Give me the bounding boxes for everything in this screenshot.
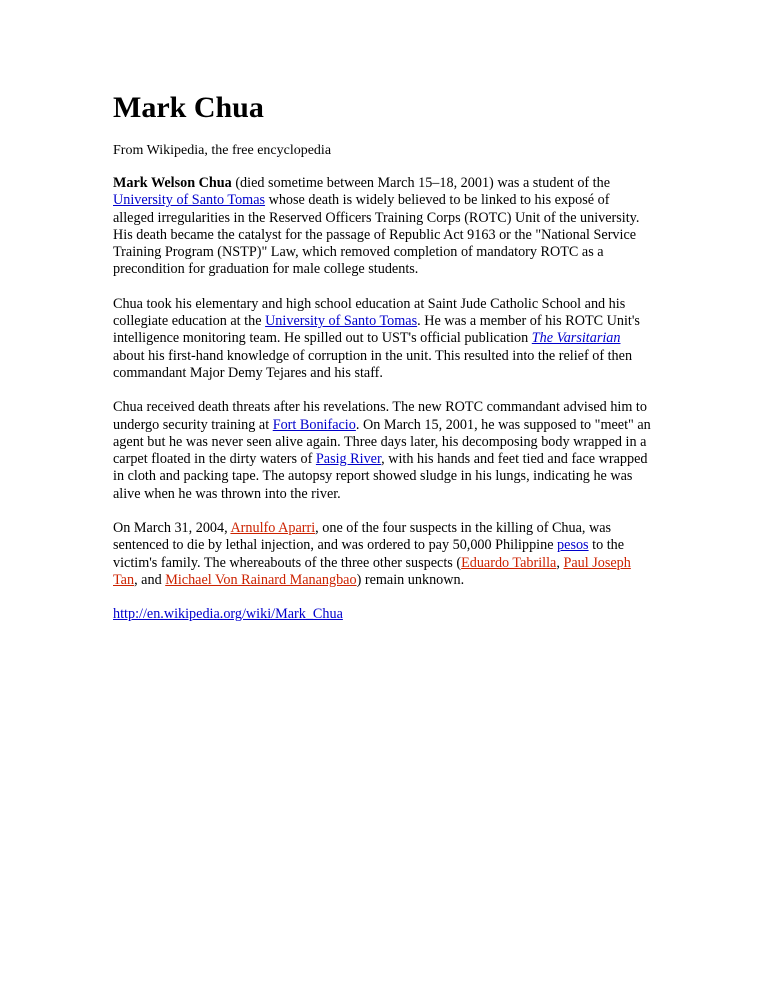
text-span: , xyxy=(556,554,564,571)
text-span: ) remain unknown. xyxy=(356,571,465,588)
link-university-of-santo-tomas[interactable]: University of Santo Tomas xyxy=(265,313,418,330)
text-span: whose death is widely believed to be linked to his exposé of alleged irregularities in the Reserved Officers Training Corps (ROTC) Unit of the university. His death became the catalyst for the passage of Republic Act 9163 or the "National Service Training Program (NSTP)" Law, which removed completion of mandatory ROTC as a precondition for graduation for male college students. xyxy=(113,192,640,278)
paragraph-death xyxy=(113,399,653,503)
bold-name: Mark Welson Chua xyxy=(113,175,232,191)
document-page xyxy=(113,90,653,623)
paragraph-education xyxy=(113,296,653,382)
link-university-of-santo-tomas[interactable]: University of Santo Tomas xyxy=(113,192,266,209)
link-michael-von-rainard-manangbao[interactable]: Michael Von Rainard Manangbao xyxy=(165,571,357,588)
paragraph-suspects xyxy=(113,520,653,589)
text-span: about his first-hand knowledge of corruption in the unit. This resulted into the relief of then commandant Major Demy Tejares and his staff. xyxy=(113,347,633,381)
text-span: Chua took his elementary and high school education at Saint Jude Catholic School and his collegiate education at the xyxy=(113,295,626,330)
source-url-link[interactable]: http://en.wikipedia.org/wiki/Mark_Chua xyxy=(113,606,343,623)
link-fort-bonifacio[interactable]: Fort Bonifacio xyxy=(272,416,356,433)
text-span: (died sometime between March 15–18, 2001) was a student of the xyxy=(231,175,611,191)
link-pesos[interactable]: pesos xyxy=(557,537,589,554)
page-subtitle: From Wikipedia, the free encyclopedia xyxy=(113,143,332,158)
text-span: . On March 15, 2001, he was supposed to "meet" an agent but he was never seen alive again. Three days later, his decomposing body wrapped in a carpet floated in the dirty waters of xyxy=(113,416,651,468)
text-span: , one of the four suspects in the killing of Chua, was sentenced to die by lethal injection, and was ordered to pay 50,000 Philippine xyxy=(113,520,612,554)
text-span: . He was a member of his ROTC Unit's intelligence monitoring team. He spilled out to UST's official publication xyxy=(113,313,640,347)
page-title: Mark Chua xyxy=(113,91,264,124)
link-eduardo-tabrilla[interactable]: Eduardo Tabrilla xyxy=(461,554,557,571)
text-span: Chua received death threats after his revelations. The new ROTC commandant advised him to undergo security training at xyxy=(113,399,647,433)
text-span: to the victim's family. The whereabouts of the three other suspects ( xyxy=(113,537,625,571)
link-pasig-river[interactable]: Pasig River xyxy=(315,451,382,468)
link-the-varsitarian[interactable]: The Varsitarian xyxy=(531,330,621,347)
text-span: , with his hands and feet tied and face wrapped in cloth and packing tape. The autopsy report showed sludge in his lungs, indicating he was alive when he was thrown into the river. xyxy=(113,451,648,502)
text-span: On March 31, 2004, xyxy=(113,520,231,537)
link-arnulfo-aparri[interactable]: Arnulfo Aparri xyxy=(230,520,316,537)
link-paul-joseph-tan[interactable]: Paul Joseph Tan xyxy=(113,554,631,588)
paragraph-intro xyxy=(113,175,653,279)
text-span: , and xyxy=(134,571,166,588)
